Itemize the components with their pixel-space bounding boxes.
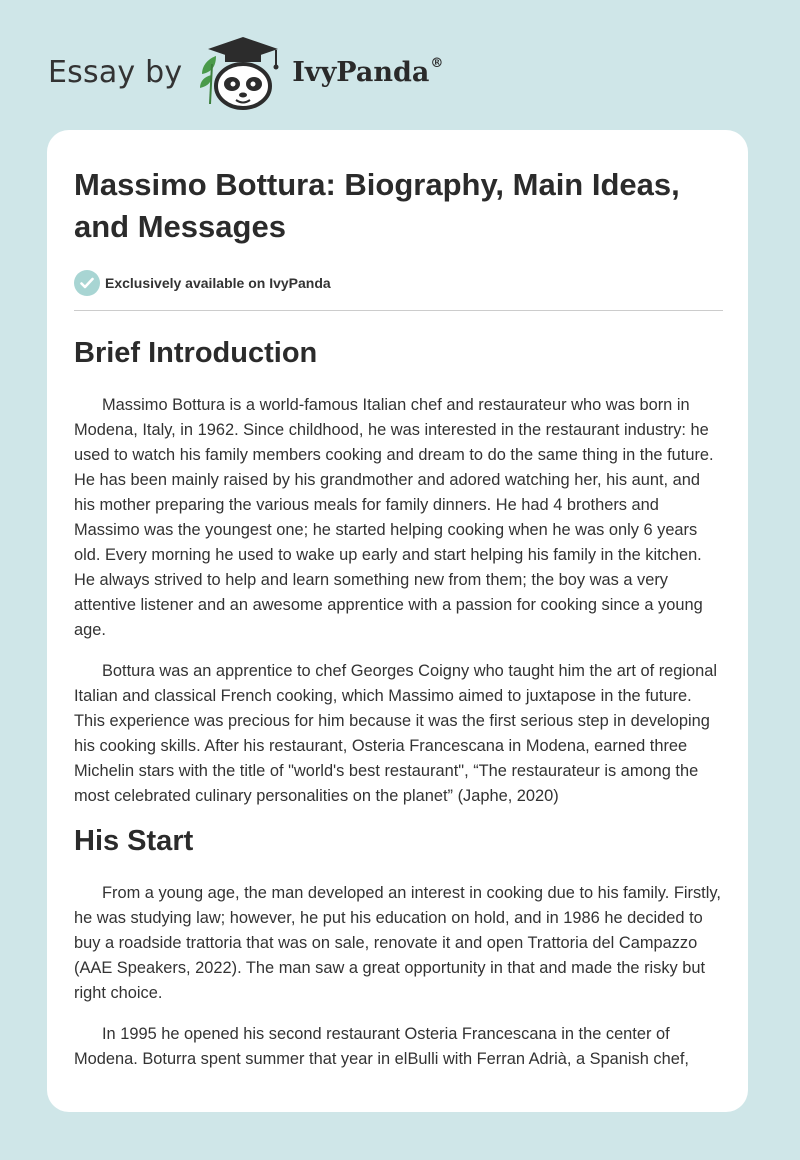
paragraph: From a young age, the man developed an interest in cooking due to his family. Firstly, he was studying law; however, he put his education on hold, and in 1986 he decided to buy a roadside trattoria that was on sale, renovate it and open Trattoria del Campazzo (AAE Speakers, 2022). The man saw a great opportunity in that and made the risky but right choice.: [74, 884, 721, 1002]
section-heading: Brief Introduction: [74, 337, 318, 369]
brand-name: IvyPanda®: [292, 56, 444, 88]
site-header: [48, 34, 508, 110]
section-heading: His Start: [74, 825, 194, 857]
essay-card: [47, 130, 748, 1112]
page-title: Massimo Bottura: Biography, Main Ideas, and Messages: [74, 167, 680, 244]
panda-logo-icon[interactable]: [196, 34, 286, 110]
essay-by-label: Essay by: [48, 54, 183, 90]
exclusive-badge: [74, 270, 722, 296]
divider: [74, 310, 723, 311]
paragraph: In 1995 he opened his second restaurant Osteria Francescana in the center of Modena. Boturra spent summer that year in elBulli with Ferran Adrià, a Spanish chef,: [74, 1025, 689, 1068]
paragraph: Bottura was an apprentice to chef Georges Coigny who taught him the art of regional Italian and classical French cooking, which Massimo aimed to juxtapose in the future. This experience was precious for him because it was the first serious step in developing his cooking skills. After his restaurant, Osteria Francescana in Modena, earned three Michelin stars with the title of "world's best restaurant", “The restaurateur is among the most celebrated culinary personalities on the planet” (Japhe, 2020): [74, 662, 718, 805]
check-circle-icon: [74, 270, 100, 296]
exclusive-label: Exclusively available on IvyPanda: [105, 275, 331, 291]
paragraph: Massimo Bottura is a world-famous Italian chef and restaurateur who was born in Modena, Italy, in 1962. Since childhood, he was interested in the restaurant industry: he used to watch his family members cooking and dream to do the same thing in the future. He has been mainly raised by his grandmother and adored watching her, his aunt, and his mother preparing the various meals for family dinners. He had 4 brothers and Massimo was the youngest one; he started helping cooking when he was only 6 years old. Every morning he used to wake up early and start helping his family in the kitchen. He always strived to help and learn something new from them; the boy was a very attentive listener and an awesome apprentice with a passion for cooking since a young age.: [74, 396, 714, 639]
